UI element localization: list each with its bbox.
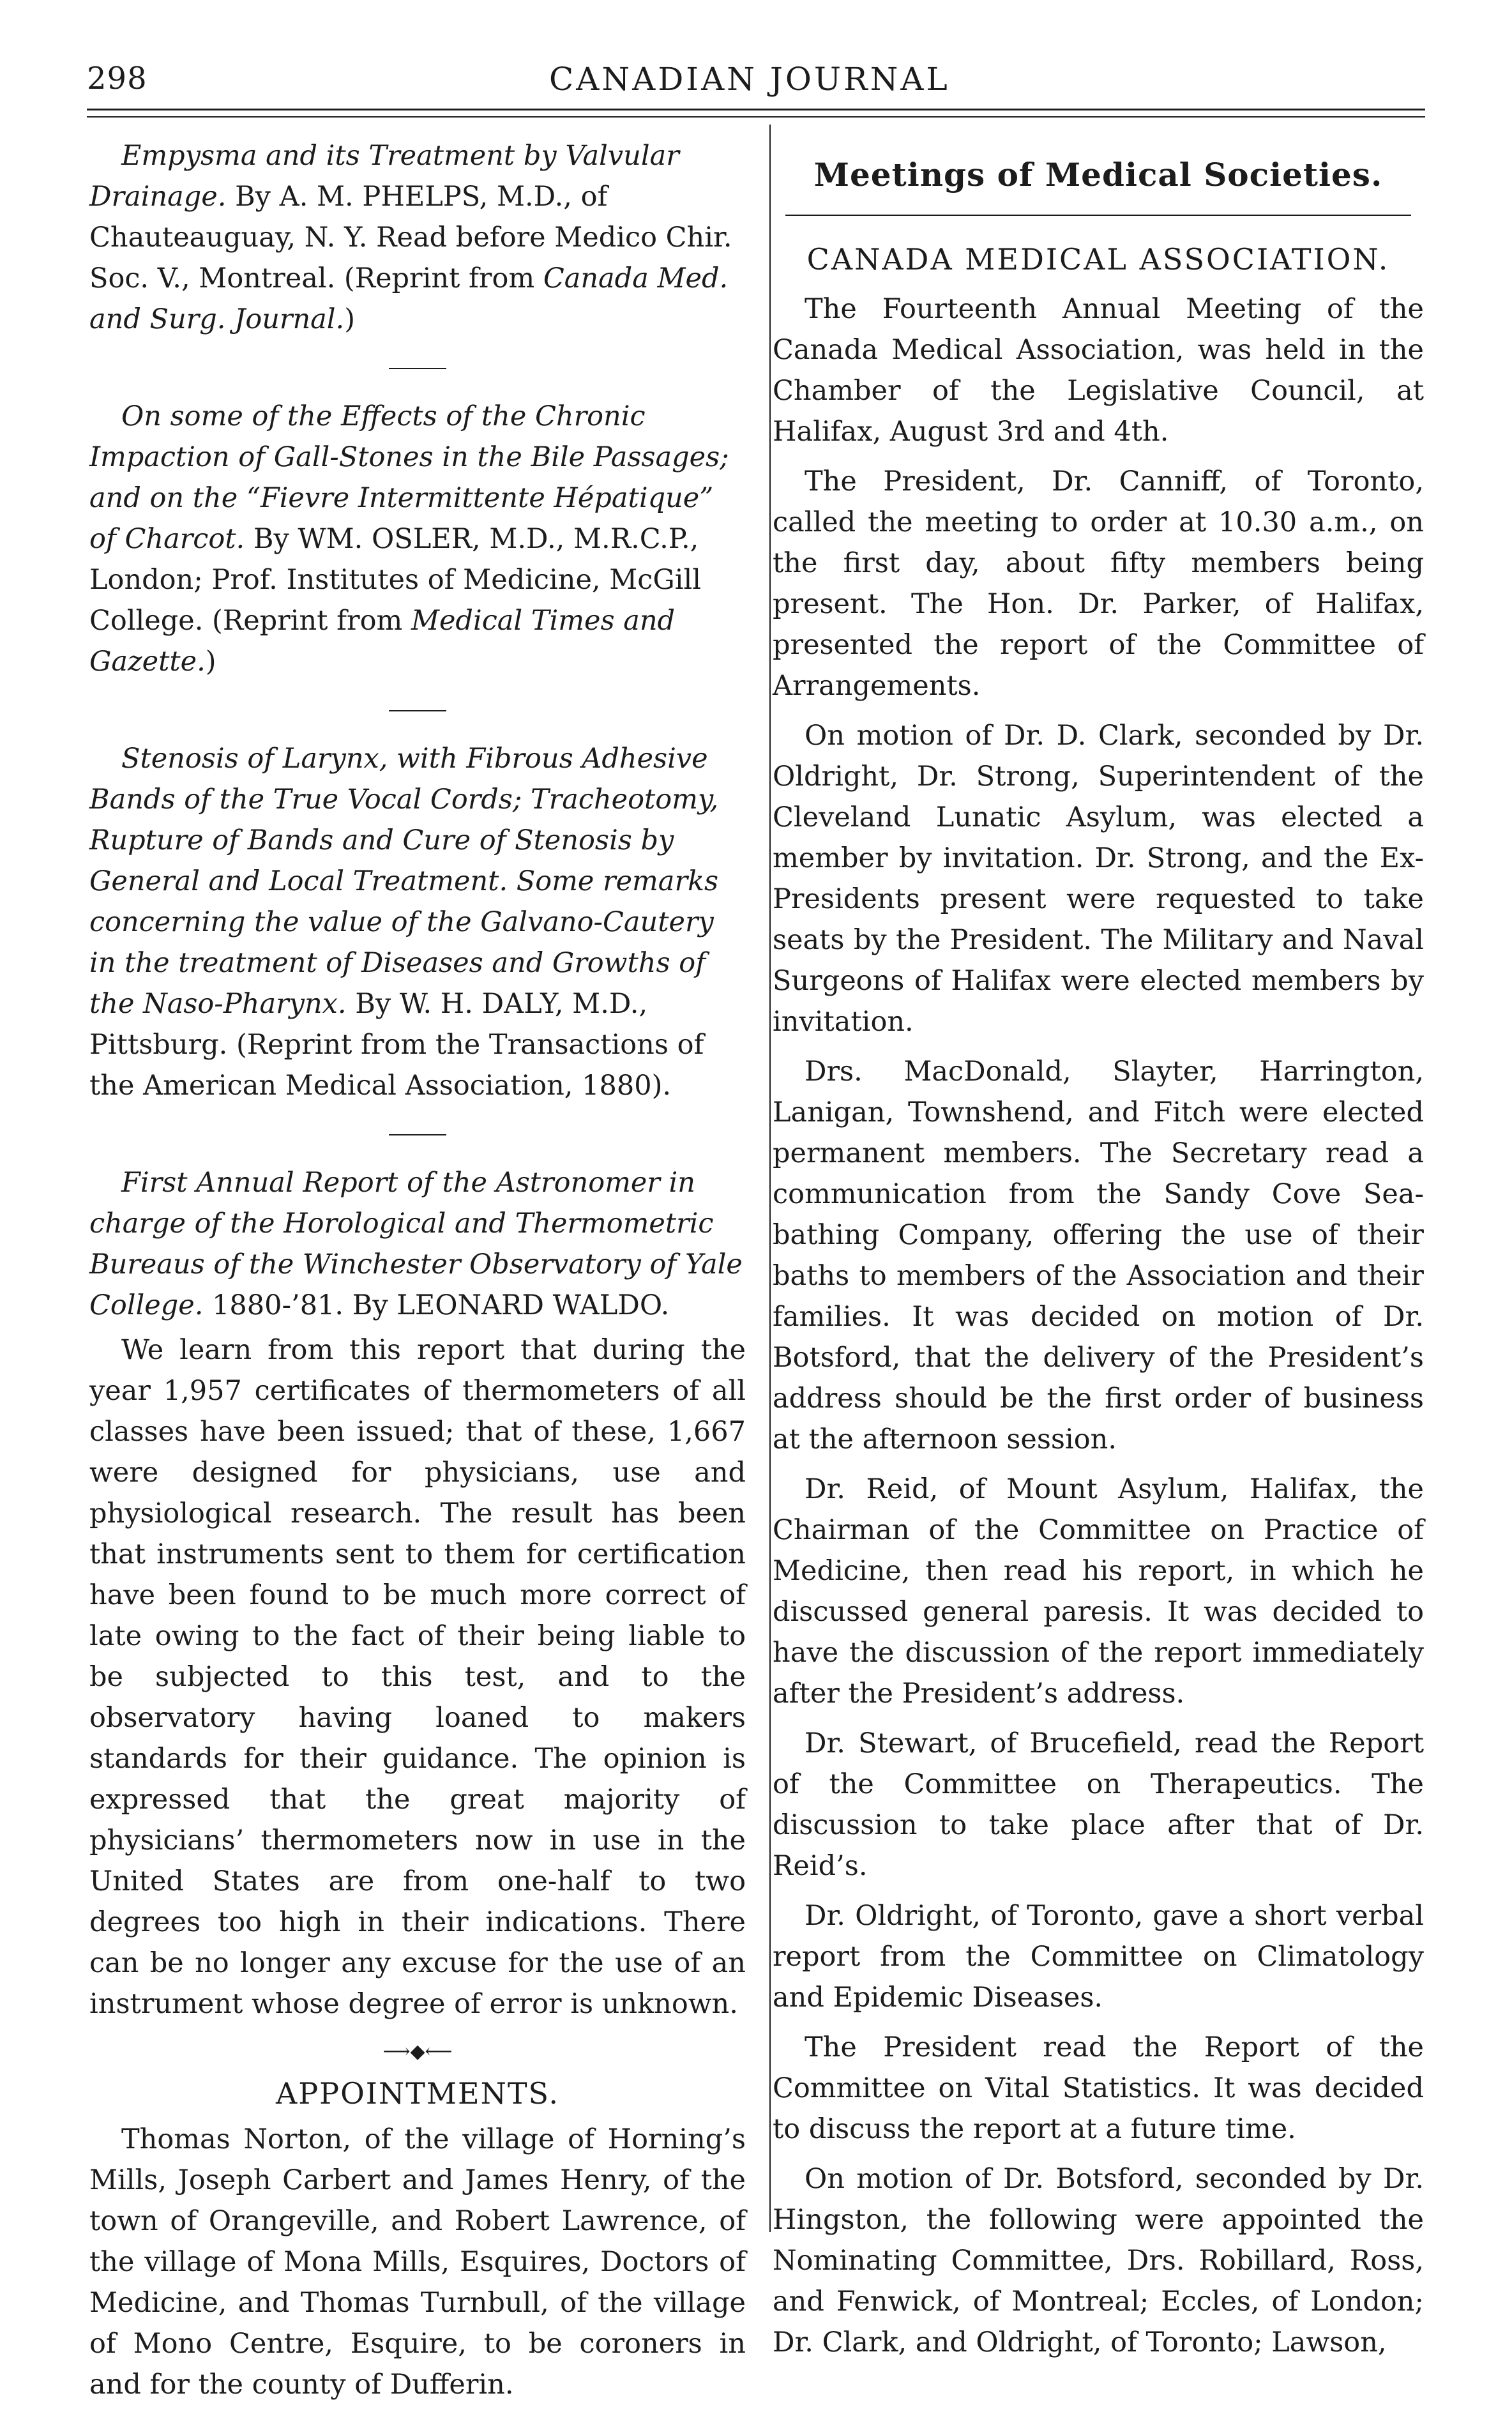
notice-byline: 1880-’81. By LEONARD WALDO.	[212, 1289, 670, 1321]
meeting-paragraph: Dr. Reid, of Mount Asylum, Halifax, the Chairman of the Committee on Practice of Medicine, then read his report, in which he discussed general paresis. It was decided to have the discussion of the report immediately after the President’s address.	[773, 1473, 1424, 1710]
notice-title: On some of the Effects of the Chronic Impaction of Gall-Stones in the Bile Passages; and on the “Fievre Intermittente Hépatique” of Charcot.	[89, 400, 729, 555]
section-heading: Meetings of Medical Societies.	[813, 156, 1383, 194]
appointments-heading: APPOINTMENTS.	[275, 2076, 560, 2111]
book-notice-2	[89, 396, 746, 682]
book-notice-1	[89, 135, 746, 340]
meeting-paragraph: Dr. Stewart, of Brucefield, read the Report of the Committee on Therapeutics. The discussion to take place after that of Dr. Reid’s.	[773, 1727, 1424, 1882]
notice-byline: By A. M. PHELPS, M.D., of Chauteauguay, N. Y. Read before Medico Chir. Soc. V., Montreal. (Reprint from	[89, 181, 732, 294]
meeting-paragraph: Dr. Oldright, of Toronto, gave a short verbal report from the Committee on Climatology and Epidemic Diseases.	[773, 1900, 1424, 2014]
meeting-paragraph: On motion of Dr. Botsford, seconded by Dr. Hingston, the following were appointed the Nominating Committee, Drs. Robillard, Ross, and Fenwick, of Montreal; Eccles, of London; Dr. Clark, and Oldright, of Toronto; Lawson,	[773, 2163, 1424, 2358]
notice-byline: By WM. OSLER, M.D., M.R.C.P., London; Prof. Institutes of Medicine, McGill College. (Reprint from	[89, 523, 701, 637]
right-column	[773, 135, 1424, 2372]
meeting-paragraph: The President, Dr. Canniff, of Toronto, called the meeting to order at 10.30 a.m., on the first day, about fifty members being present. The Hon. Dr. Parker, of Halifax, presented the report of the Committee of Arrangements.	[773, 466, 1424, 702]
notice-byline: By W. H. DALY, M.D., Pittsburg. (Reprint from the Transactions of the American Medical Association, 1880).	[89, 988, 704, 1102]
association-heading: CANADA MEDICAL ASSOCIATION.	[806, 242, 1390, 277]
notice-close: )	[205, 646, 216, 678]
page-number: 298	[87, 61, 147, 96]
meeting-paragraph: Drs. MacDonald, Slayter, Harrington, Lanigan, Townshend, and Fitch were elected permanent members. The Secretary read a communication from the Sandy Cove Sea-bathing Company, offering the use of their baths to members of the Association and their families. It was decided on motion of Dr. Botsford, that the delivery of the President’s address should be the first order of business at the afternoon session.	[773, 1056, 1424, 1455]
notice-title: First Annual Report of the Astronomer in charge of the Horological and Thermometric Bureaus of the Winchester Observatory of Yale College.	[89, 1167, 743, 1321]
ornament-divider: ⟶◆⟵	[382, 2040, 453, 2063]
notice-source: Medical Times and Gazette.	[89, 605, 676, 678]
divider-rule	[389, 1134, 446, 1135]
section-rule	[785, 215, 1411, 216]
meeting-paragraph: The Fourteenth Annual Meeting of the Canada Medical Association, was held in the Chamber of the Legislative Council, at Halifax, August 3rd and 4th.	[773, 293, 1424, 448]
divider-rule	[389, 710, 446, 711]
running-title: CANADIAN JOURNAL	[549, 61, 950, 98]
notice-title: Stenosis of Larynx, with Fibrous Adhesive Bands of the True Vocal Cords; Tracheotomy, Rupture of Bands and Cure of Stenosis by General and Local Treatment. Some remarks concerning the value of the Galvano-Cautery in the treatment of Diseases and Growths of the Naso-Pharynx.	[89, 743, 719, 1020]
meeting-paragraph: On motion of Dr. D. Clark, seconded by Dr. Oldright, Dr. Strong, Superintendent of the Cleveland Lunatic Asylum, was elected a member by invitation. Dr. Strong, and the Ex-Presidents present were requested to take seats by the President. The Military and Naval Surgeons of Halifax were elected members by invitation.	[773, 720, 1424, 1038]
book-notice-4	[89, 1162, 746, 1326]
report-paragraph: We learn from this report that during the year 1,957 certificates of thermometers of all classes have been issued; that of these, 1,667 were designed for physicians, use and physiological research. The result has been that instruments sent to them for certification have been found to be much more correct of late owing to the fact of their being liable to be subjected to this test, and to the observatory having loaned to makers standards for their guidance. The opinion is expressed that the great majority of physicians’ thermometers now in use in the United States are from one-half to two degrees too high in their indications. There can be no longer any excuse for the use of an instrument whose degree of error is unknown.	[89, 1334, 746, 2020]
divider-rule	[389, 368, 446, 369]
header-rule-secondary	[87, 116, 1425, 118]
notice-close: )	[344, 303, 356, 335]
book-notice-3	[89, 738, 746, 1106]
meeting-paragraph: The President read the Report of the Committee on Vital Statistics. It was decided to discuss the report at a future time.	[773, 2031, 1424, 2145]
left-column	[89, 135, 746, 2414]
notice-title: Empysma and its Treatment by Valvular Drainage.	[89, 140, 679, 213]
notice-source: Canada Med. and Surg. Journal.	[89, 262, 729, 335]
appointments-text: Thomas Norton, of the village of Horning’s Mills, Joseph Carbert and James Henry, of the town of Orangeville, and Robert Lawrence, of the village of Mona Mills, Esquires, Doctors of Medicine, and Thomas Turnbull, of the village of Mono Centre, Esquire, to be coroners in and for the county of Dufferin.	[89, 2123, 746, 2401]
column-divider	[769, 125, 771, 2232]
header-rule	[87, 109, 1425, 110]
